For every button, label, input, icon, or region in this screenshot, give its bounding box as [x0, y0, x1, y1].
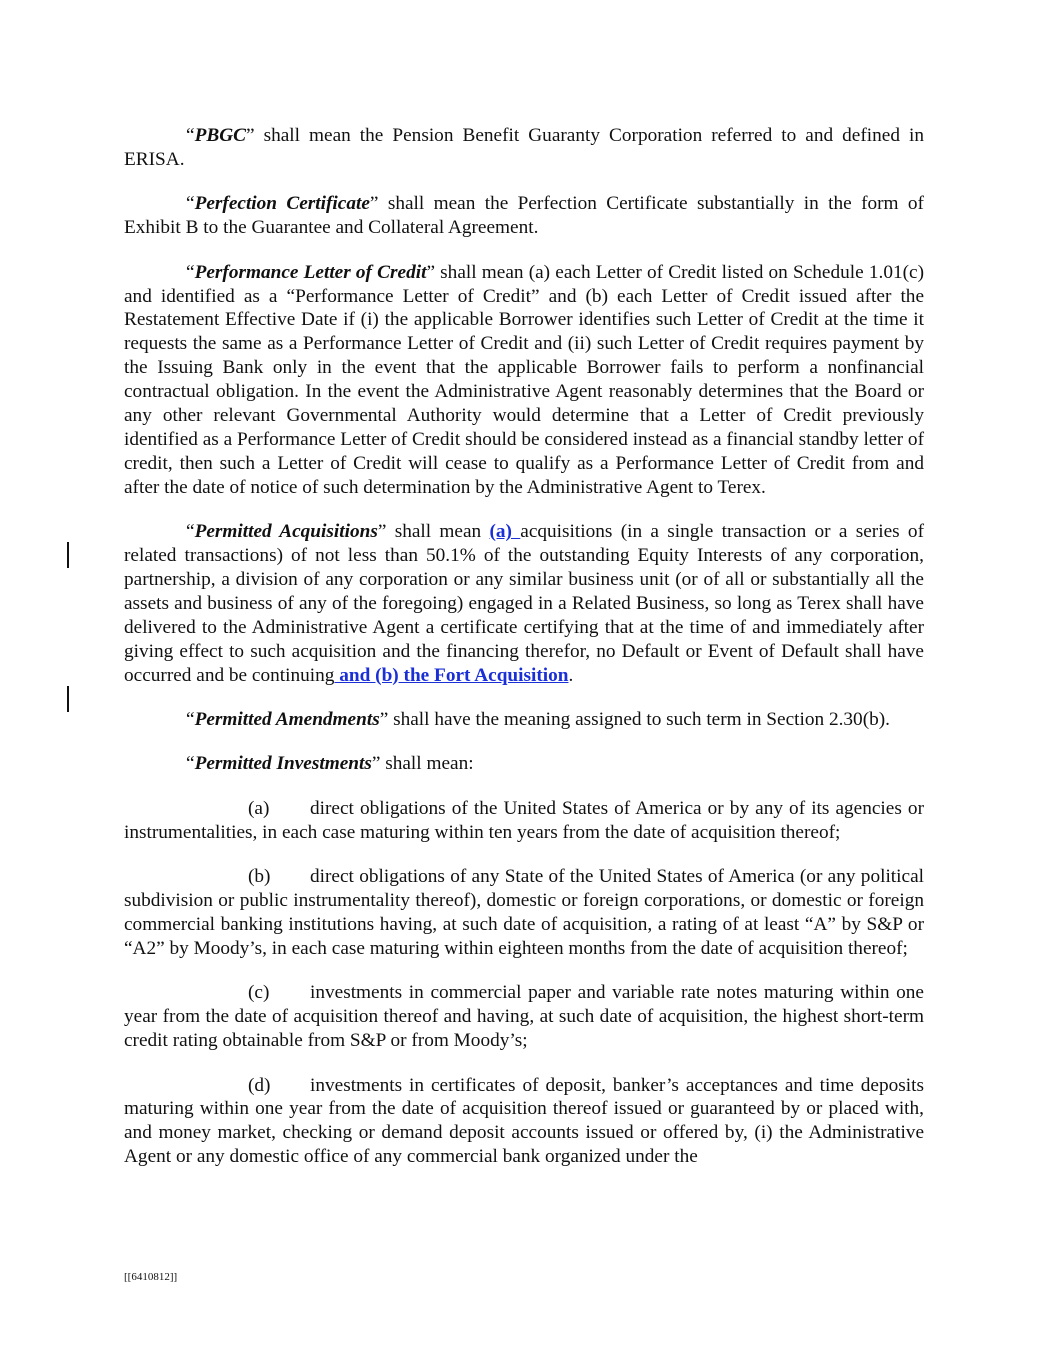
- definition-text: ” shall mean the Pension Benefit Guaranty Corporation referred to and defined in ERISA.: [124, 125, 924, 170]
- document-page: [124, 124, 924, 1169]
- defined-term: Permitted Amendments: [194, 709, 380, 731]
- definition-text: ” shall mean (a) each Letter of Credit listed on Schedule 1.01(c) and identified as a “Performance Letter of Credit” and (b) each Letter of Credit issued after the Restatement Effective Date if (i) the applicable Borrower identifies such Letter of Credit at the time it requests the same as a Performance Letter of Credit and (ii) such Letter of Credit requires payment by the Issuing Bank only in the event that the applicable Borrower fails to perform a nonfinancial contractual obligation. In the event the Administrative Agent reasonably determines that the Board or any other relevant Governmental Authority would determine that a Letter of Credit previously identified as a Performance Letter of Credit should be considered instead as a financial standby letter of credit, then such a Letter of Credit will cease to qualify as a Performance Letter of Credit from and after the date of notice of such determination by the Administrative Agent to Terex.: [124, 261, 924, 498]
- open-quote: “: [186, 125, 195, 146]
- list-item-text: investments in commercial paper and variable rate notes maturing within one year from the date of acquisition thereof and having, at such date of acquisition, the highest short-term credit rating obtainable from S&P or from Moody’s;: [124, 982, 924, 1052]
- defined-term: Permitted Acquisitions: [194, 521, 378, 543]
- list-item-label: (a): [248, 797, 270, 819]
- change-bar-bottom: [67, 686, 69, 712]
- definition-pbgc: [124, 124, 924, 172]
- definition-performance-letter-of-credit: [124, 261, 924, 500]
- list-item: [124, 797, 924, 845]
- definition-text: ” shall mean the Perfection Certificate substantially in the form of Exhibit B to the Guarantee and Collateral Agreement.: [124, 193, 924, 239]
- list-item: [124, 981, 924, 1053]
- list-item-text: investments in certificates of deposit, banker’s acceptances and time deposits maturing within one year from the date of acquisition thereof issued or guaranteed by or placed with, and money market, checking or demand deposit accounts issued or offered by, (i) the Administrative Agent or any domestic office of any commercial bank organized under the: [124, 1074, 924, 1168]
- definition-permitted-acquisitions: [124, 520, 924, 687]
- definition-text-end: .: [568, 664, 574, 686]
- open-quote: “: [186, 261, 195, 283]
- definition-perfection-certificate: [124, 192, 924, 240]
- open-quote: “: [186, 521, 195, 543]
- list-item-text: direct obligations of the United States of America or by any of its agencies or instrumentalities, in each case maturing within ten years from the date of acquisition thereof;: [124, 797, 924, 843]
- defined-term: Performance Letter of Credit: [194, 261, 427, 283]
- definition-permitted-investments: [124, 752, 924, 776]
- definition-text: ” shall mean:: [371, 753, 474, 775]
- inserted-text-a: (a): [489, 521, 521, 543]
- definition-text-main: acquisitions (in a single transaction or a series of related transactions) of not less than 50.1% of the outstanding Equity Interests of any corporation, partnership, a division of any corporation or any similar business unit (or of all or substantially all the assets and business of any of the foregoing) engaged in a Related Business, so long as Terex shall have delivered to the Administrative Agent a certificate certifying that at the time of and immediately after giving effect to such acquisition and the financing therefor, no Default or Event of Default shall have occurred and be continuing: [124, 521, 924, 686]
- list-item-label: (b): [248, 866, 271, 888]
- definition-text-before: ” shall mean: [377, 521, 490, 543]
- document-id-footer: [[6410812]]: [124, 1271, 178, 1283]
- list-item: [124, 865, 924, 961]
- list-item-text: direct obligations of any State of the United States of America (or any political subdivision or public instrumentality thereof), domestic or foreign corporations, or domestic or foreign commercial banking institutions having, at such date of acquisition, a rating of at least “A” by S&P or “A2” by Moody’s, in each case maturing within eighteen months from the date of acquisition thereof;: [124, 866, 924, 959]
- defined-term: PBGC: [194, 125, 246, 146]
- list-item-label: (d): [248, 1074, 271, 1096]
- list-item-label: (c): [248, 982, 270, 1004]
- open-quote: “: [186, 193, 195, 215]
- change-bar-top: [67, 542, 69, 568]
- defined-term: Permitted Investments: [194, 753, 372, 775]
- definition-text: ” shall have the meaning assigned to such term in Section 2.30(b).: [379, 709, 890, 731]
- open-quote: “: [186, 709, 195, 731]
- list-item: [124, 1074, 924, 1170]
- definition-permitted-amendments: [124, 708, 924, 732]
- inserted-text-fort-acquisition: and (b) the Fort Acquisition: [334, 664, 569, 686]
- defined-term: Perfection Certificate: [194, 193, 370, 215]
- open-quote: “: [186, 753, 195, 775]
